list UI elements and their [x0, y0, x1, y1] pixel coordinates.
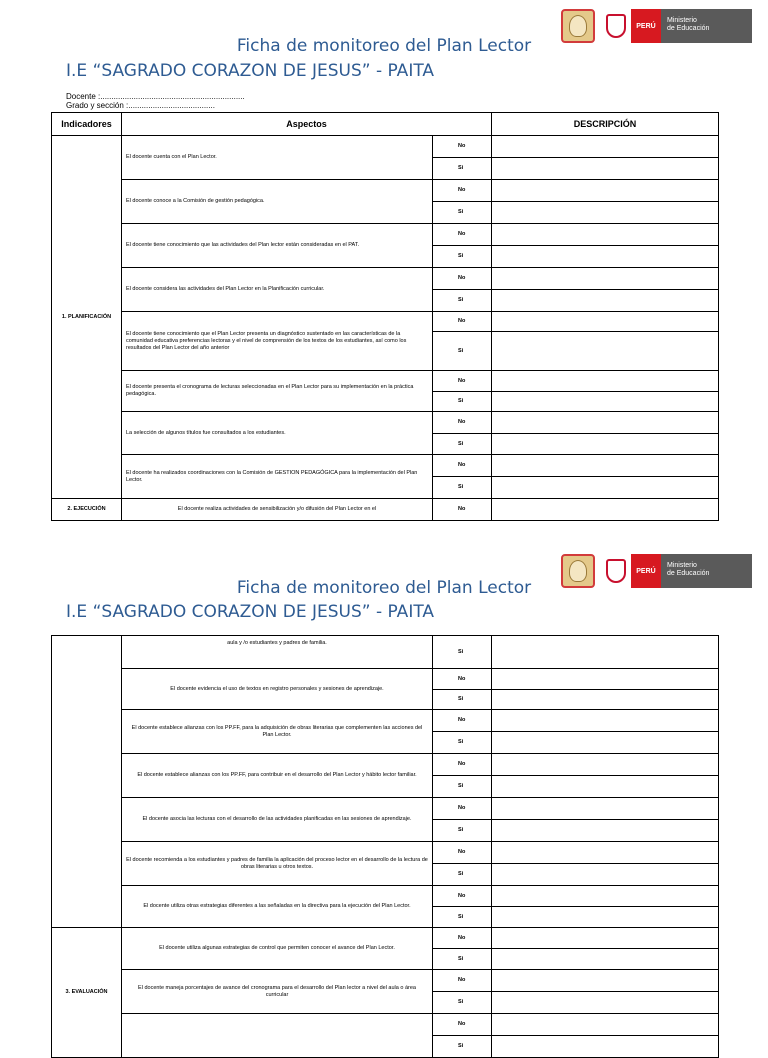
aspect-text: aula y /o estudiantes y padres de familia.	[122, 636, 433, 669]
table-row	[52, 136, 719, 158]
aspect-text: El docente establece alianzas con los PP.FF, para la adquisición de obras literarias que complementen las acciones del Plan Lector.	[122, 710, 433, 754]
aspect-text: El docente ha realizados coordinaciones con la Comisión de GESTION PEDAGÓGICA para la implementación del Plan Lector.	[122, 455, 433, 499]
peru-logo: PERÚ	[631, 554, 661, 588]
table-row	[52, 455, 719, 477]
aspect-text: El docente conoce a la Comisión de gestión pedagógica.	[122, 180, 433, 224]
indicator-planificacion: 1. PLANIFICACIÓN	[52, 136, 122, 499]
table-row	[52, 224, 719, 246]
option-no: No	[433, 754, 492, 776]
option-no: No	[433, 886, 492, 907]
table-row	[52, 180, 719, 202]
description-cell[interactable]	[492, 477, 719, 499]
description-cell[interactable]	[492, 776, 719, 798]
description-cell[interactable]	[492, 907, 719, 928]
table-row	[52, 499, 719, 521]
table-header-row	[52, 113, 719, 136]
table-row	[52, 636, 719, 669]
aspect-text: El docente recomienda a los estudiantes y padres de familia la aplicación del proceso lector en el desarrollo de la lectura de obras literarias u otros textos.	[122, 842, 433, 886]
table-row	[52, 312, 719, 332]
option-no: No	[433, 180, 492, 202]
description-cell[interactable]	[492, 949, 719, 970]
option-si: Si	[433, 690, 492, 710]
description-cell[interactable]	[492, 886, 719, 907]
description-cell[interactable]	[492, 224, 719, 246]
option-no: No	[433, 455, 492, 477]
description-cell[interactable]	[492, 798, 719, 820]
option-si: Si	[433, 907, 492, 928]
header-indicadores: Indicadores	[52, 113, 122, 136]
option-no: No	[433, 669, 492, 690]
indicator-ejecucion: 2. EJECUCIÓN	[52, 499, 122, 521]
option-no: No	[433, 970, 492, 992]
school-name: I.E “SAGRADO CORAZON DE JESUS” - PAITA	[66, 61, 435, 81]
description-cell[interactable]	[492, 669, 719, 690]
monitoring-table-1	[51, 112, 719, 521]
option-no: No	[433, 412, 492, 434]
school-name: I.E “SAGRADO CORAZON DE JESUS” - PAITA	[66, 602, 435, 622]
option-si: Si	[433, 1036, 492, 1058]
option-si: Si	[433, 202, 492, 224]
description-cell[interactable]	[492, 332, 719, 371]
table-row	[52, 268, 719, 290]
option-no: No	[433, 842, 492, 864]
option-no: No	[433, 1014, 492, 1036]
description-cell[interactable]	[492, 710, 719, 732]
option-si: Si	[433, 477, 492, 499]
option-no: No	[433, 136, 492, 158]
table-row	[52, 754, 719, 776]
aspect-text: El docente presenta el cronograma de lecturas seleccionadas en el Plan Lector para su implementación en la práctica pedagógica.	[122, 371, 433, 412]
aspect-text	[122, 1014, 433, 1058]
table-row	[52, 970, 719, 992]
aspect-text: El docente establece alianzas con los PP.FF, para contribuir en el desarrollo del Plan Lector y hábito lector familiar.	[122, 754, 433, 798]
description-cell[interactable]	[492, 392, 719, 412]
peru-logo: PERÚ	[631, 9, 661, 43]
description-cell[interactable]	[492, 268, 719, 290]
form-title: Ficha de monitoreo del Plan Lector	[236, 578, 532, 598]
aspect-text: El docente tiene conocimiento que las actividades del Plan lector están consideradas en el PAT.	[122, 224, 433, 268]
monitoring-table-2	[51, 635, 719, 1058]
table-row	[52, 886, 719, 907]
docente-field: Docente :.................................................................	[66, 92, 245, 101]
aspect-text: El docente utiliza otras estrategias diferentes a las señaladas en la directiva para la ejecución del Plan Lector.	[122, 886, 433, 928]
option-si: Si	[433, 158, 492, 180]
aspect-text: El docente cuenta con el Plan Lector.	[122, 136, 433, 180]
form-page-2	[0, 542, 768, 1049]
option-no: No	[433, 499, 492, 521]
ministry-logo: Ministerio de Educación	[661, 9, 752, 43]
option-si: Si	[433, 820, 492, 842]
description-cell[interactable]	[492, 1036, 719, 1058]
aspect-text: La selección de algunos títulos fue consultados a los estudiantes.	[122, 412, 433, 455]
option-si: Si	[433, 246, 492, 268]
option-no: No	[433, 268, 492, 290]
option-si: Si	[433, 864, 492, 886]
indicator-ejecucion-continued	[52, 636, 122, 928]
option-no: No	[433, 371, 492, 392]
description-cell[interactable]	[492, 928, 719, 949]
grado-field: Grado y sección :.......................................	[66, 101, 215, 110]
description-cell[interactable]	[492, 312, 719, 332]
table-row	[52, 1014, 719, 1036]
option-no: No	[433, 312, 492, 332]
table-row	[52, 710, 719, 732]
aspect-text: El docente realiza actividades de sensibilización y/o difusión del Plan Lector en el	[122, 499, 433, 521]
description-cell[interactable]	[492, 820, 719, 842]
aspect-text: El docente maneja porcentajes de avance del cronograma para el desarrollo del Plan lector a nivel del aula o área curricular	[122, 970, 433, 1014]
description-cell[interactable]	[492, 158, 719, 180]
description-cell[interactable]	[492, 434, 719, 455]
option-no: No	[433, 928, 492, 949]
description-cell[interactable]	[492, 202, 719, 224]
description-cell[interactable]	[492, 246, 719, 268]
description-cell[interactable]	[492, 754, 719, 776]
ministry-logo: Ministerio de Educación	[661, 554, 752, 588]
indicator-evaluacion: 3. EVALUACIÓN	[52, 928, 122, 1058]
aspect-text: El docente considera las actividades del Plan Lector en la Planificación curricular.	[122, 268, 433, 312]
option-si: Si	[433, 636, 492, 669]
option-si: Si	[433, 434, 492, 455]
option-si: Si	[433, 332, 492, 371]
description-cell[interactable]	[492, 992, 719, 1014]
option-no: No	[433, 798, 492, 820]
description-cell[interactable]	[492, 842, 719, 864]
description-cell[interactable]	[492, 290, 719, 312]
description-cell[interactable]	[492, 690, 719, 710]
table-row	[52, 669, 719, 690]
header-aspectos: Aspectos	[122, 113, 492, 136]
option-si: Si	[433, 992, 492, 1014]
option-no: No	[433, 224, 492, 246]
aspect-text: El docente evidencia el uso de textos en registro personales y sesiones de aprendizaje.	[122, 669, 433, 710]
table-row	[52, 798, 719, 820]
description-cell[interactable]	[492, 732, 719, 754]
option-si: Si	[433, 392, 492, 412]
table-row	[52, 842, 719, 864]
option-si: Si	[433, 732, 492, 754]
header-descripcion: DESCRIPCIÓN	[492, 113, 719, 136]
option-si: Si	[433, 290, 492, 312]
table-row	[52, 371, 719, 392]
description-cell[interactable]	[492, 180, 719, 202]
description-cell[interactable]	[492, 636, 719, 669]
aspect-text: El docente utiliza algunas estrategias de control que permiten conocer el avance del Plan Lector.	[122, 928, 433, 970]
description-cell[interactable]	[492, 412, 719, 434]
description-cell[interactable]	[492, 455, 719, 477]
aspect-text: El docente tiene conocimiento que el Plan Lector presenta un diagnóstico sustentado en las características de la comunidad educativa preferencias lectoras y el nivel de comprensión de los textos de los estudiantes, así como los resultados del Plan Lector del año anterior	[122, 312, 433, 371]
description-cell[interactable]	[492, 371, 719, 392]
table-row	[52, 412, 719, 434]
table-row	[52, 928, 719, 949]
description-cell[interactable]	[492, 970, 719, 992]
aspect-text: El docente asocia las lecturas con el desarrollo de las actividades planificadas en las sesiones de aprendizaje.	[122, 798, 433, 842]
description-cell[interactable]	[492, 1014, 719, 1036]
description-cell[interactable]	[492, 499, 719, 521]
option-si: Si	[433, 776, 492, 798]
description-cell[interactable]	[492, 136, 719, 158]
description-cell[interactable]	[492, 864, 719, 886]
option-no: No	[433, 710, 492, 732]
option-si: Si	[433, 949, 492, 970]
form-title: Ficha de monitoreo del Plan Lector	[236, 36, 532, 56]
